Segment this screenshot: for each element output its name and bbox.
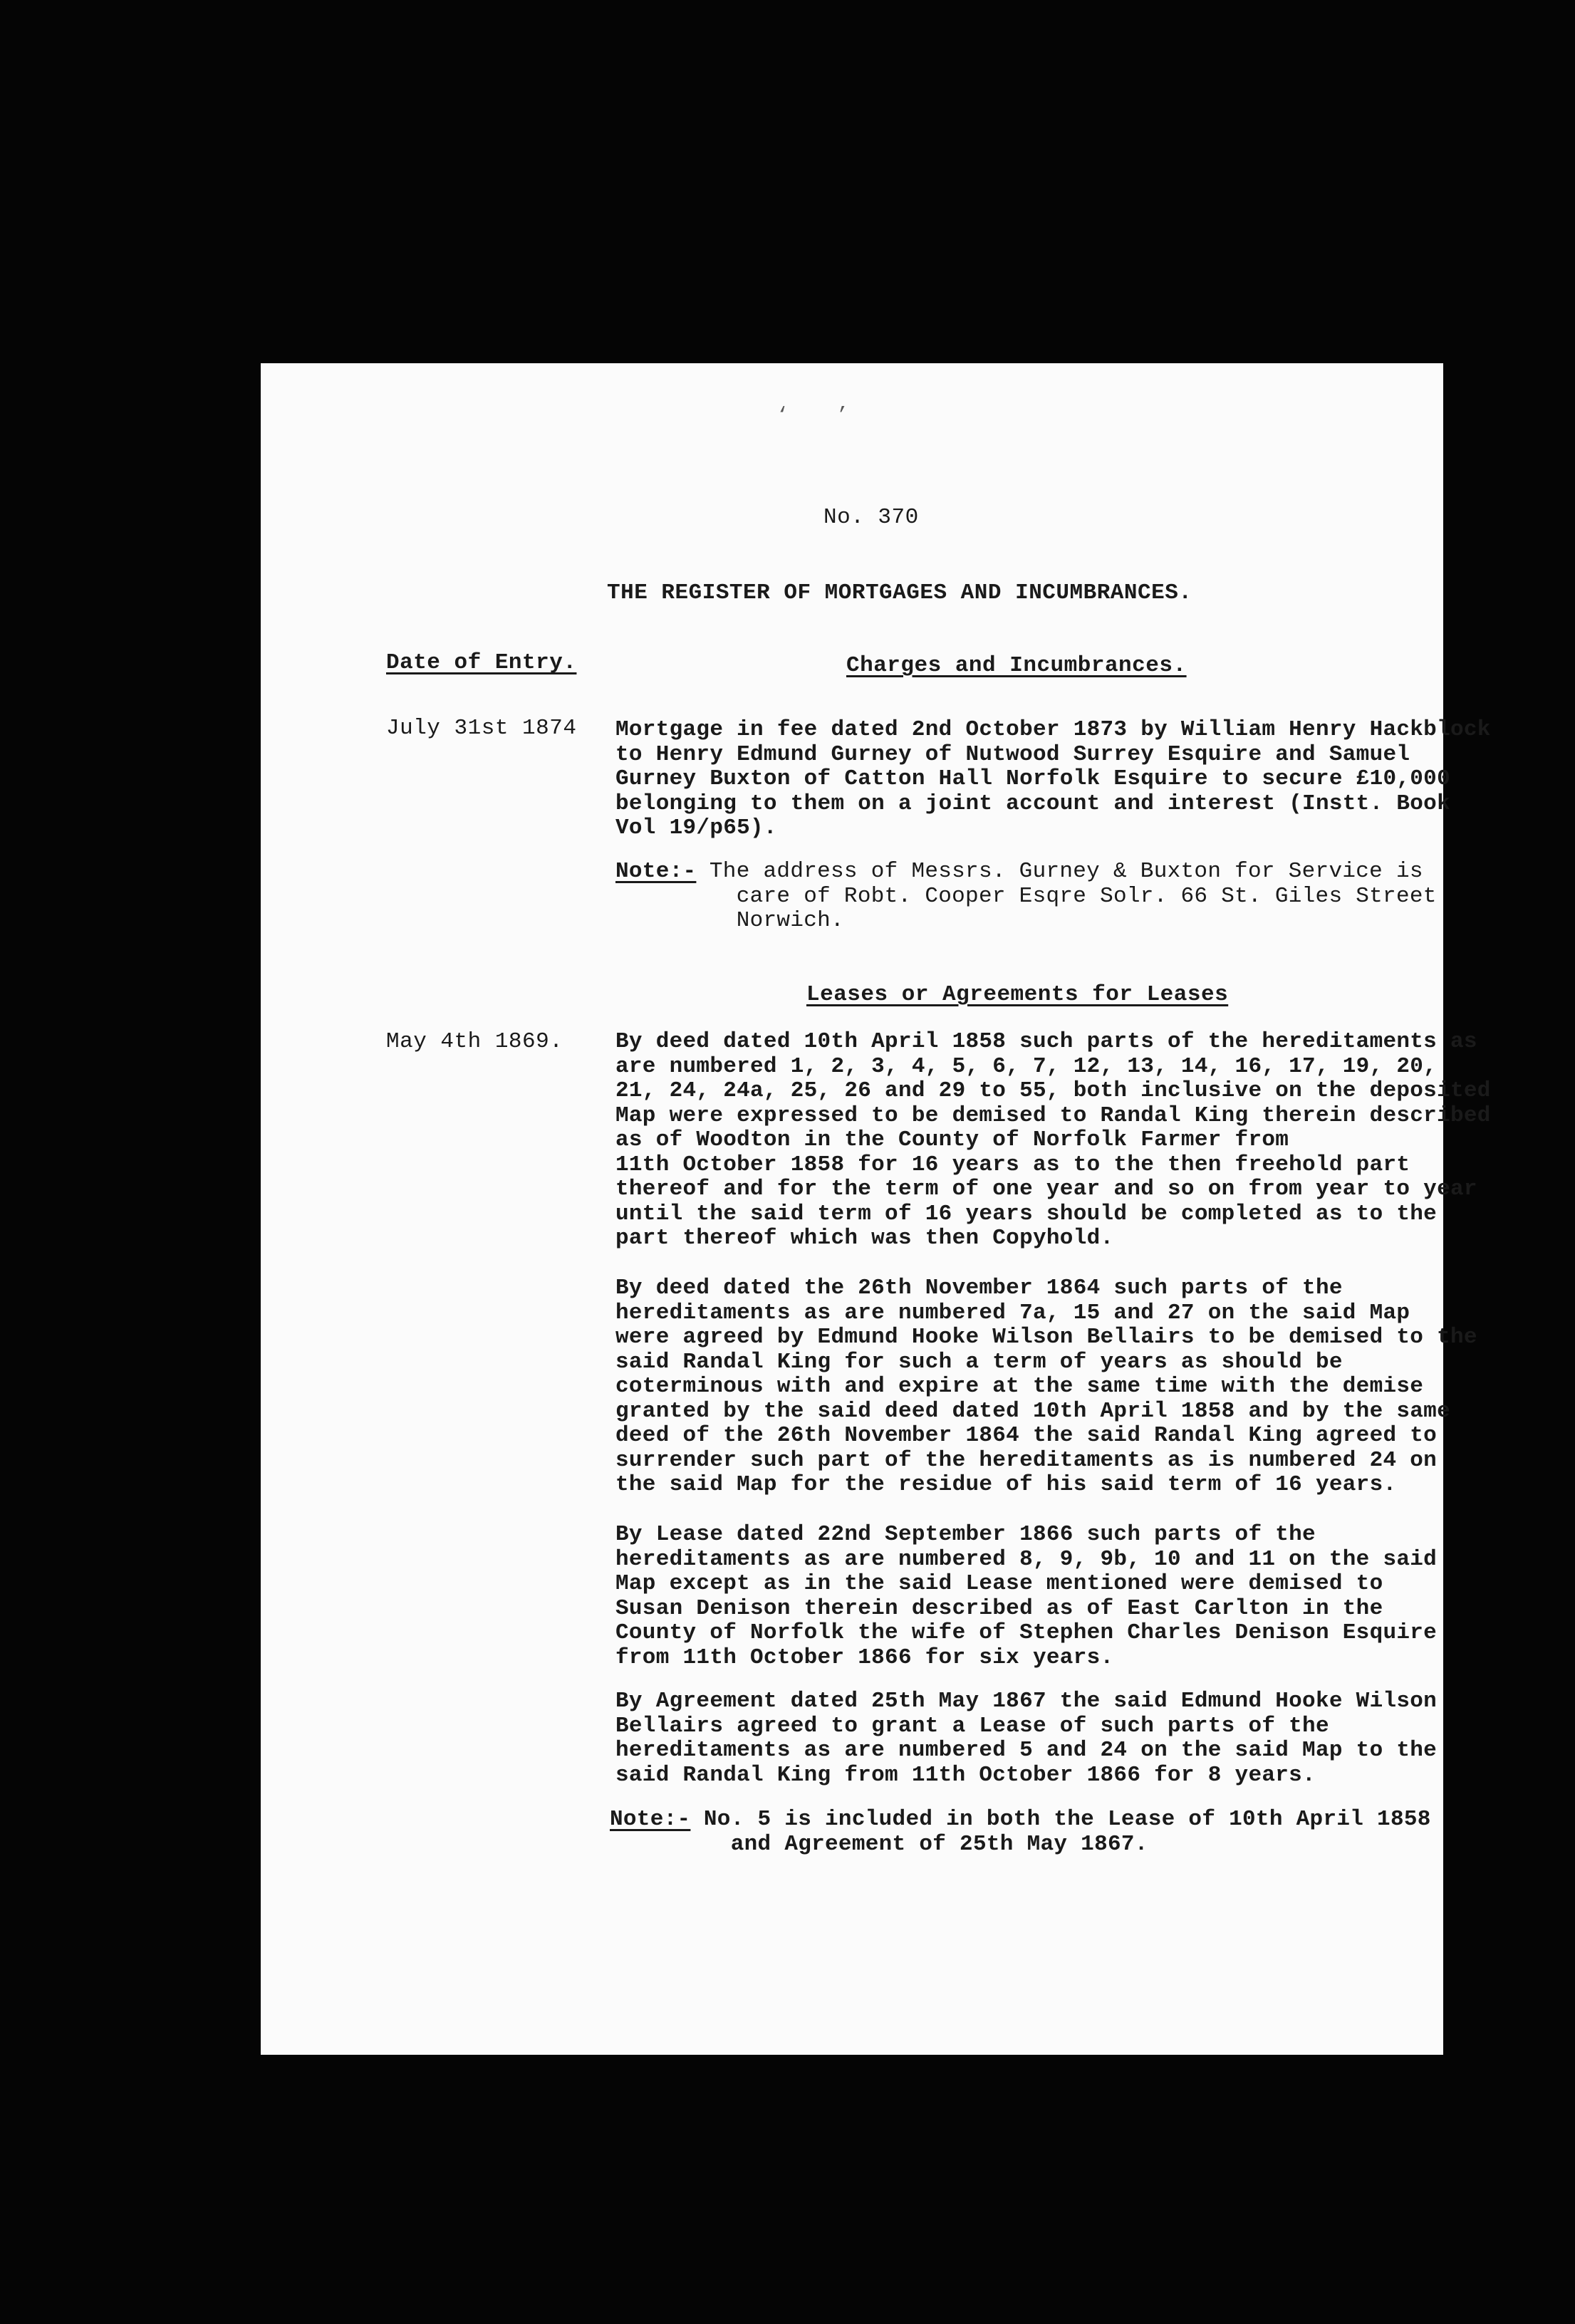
lease-paragraph-2: By deed dated the 26th November 1864 such parts of the hereditaments as are numbered 7a, 15 and 27 on the said Map were agreed by Edmund Hooke Wilson Bellairs to be demised to the said Randal King for such a term of years as should be coterminous with and expire at the same time with the demise granted by the said deed dated 10th April 1858 and by the same deed of the 26th November 1864 the said Randal King agreed to surrender such part of the hereditaments as is numbered 24 on the said Map for the residue of his said term of 16 years. (615, 1276, 1477, 1497)
charges-header: Charges and Incumbrances. (846, 653, 1187, 678)
leases-date: May 4th 1869. (386, 1029, 563, 1054)
date-of-entry-header: Date of Entry. (386, 650, 577, 675)
leases-header: Leases or Agreements for Leases (806, 982, 1229, 1007)
document-page (261, 363, 1491, 2055)
leases-note-text: No. 5 is included in both the Lease of 10th April 1858 and Agreement of 25th May 1867. (703, 1807, 1431, 1857)
document-title: THE REGISTER OF MORTGAGES AND INCUMBRANCES. (607, 580, 1192, 605)
lease-paragraph-4: By Agreement dated 25th May 1867 the said Edmund Hooke Wilson Bellairs agreed to grant a Lease of such parts of the hereditaments as are numbered 5 and 24 on the said Map to the said Randal King from 11th October 1866 for 8 years. (615, 1689, 1438, 1788)
page-mark: ‘ ’ (776, 405, 848, 427)
leases-note-label: Note:- (610, 1807, 691, 1832)
lease-paragraph-1: By deed dated 10th April 1858 such parts of the hereditaments as are numbered 1, 2, 3, 4, 5, 6, 7, 12, 13, 14, 16, 17, 19, 20, 21, 24, 24a, 25, 26 and 29 to 55, both inclusive on the deposited Map were expressed to be demised to Randal King therein described as of Woodton in the County of Norfolk Farmer from 11th October 1858 for 16 years as to the then freehold part thereof and for the term of one year and so on from year to year until the said term of 16 years should be completed as to the part thereof which was then Copyhold. (615, 1029, 1491, 1251)
lease-paragraph-3: By Lease dated 22nd September 1866 such parts of the hereditaments as are numbered 8, 9, 9b, 10 and 11 on the said Map except as in the said Lease mentioned were demised to Susan Denison therein described as of East Carlton in the County of Norfolk the wife of Stephen Charles Denison Esquire from 11th October 1866 for six years. (615, 1522, 1438, 1670)
charges-date: July 31st 1874 (386, 716, 577, 741)
charges-note-label: Note:- (615, 859, 697, 884)
document-number: No. 370 (823, 505, 919, 530)
charges-entry: Mortgage in fee dated 2nd October 1873 by William Henry Hackblock to Henry Edmund Gurney of Nutwood Surrey Esquire and Samuel Gurney Buxton of Catton Hall Norfolk Esquire to secure £10,000 belonging to them on a joint account and interest (Instt. Book Vol 19/p65). (615, 717, 1491, 840)
charges-note-text: The address of Messrs. Gurney & Buxton for Service is care of Robt. Cooper Esqre Solr. 66 St. Giles Street Norwich. (709, 859, 1437, 933)
